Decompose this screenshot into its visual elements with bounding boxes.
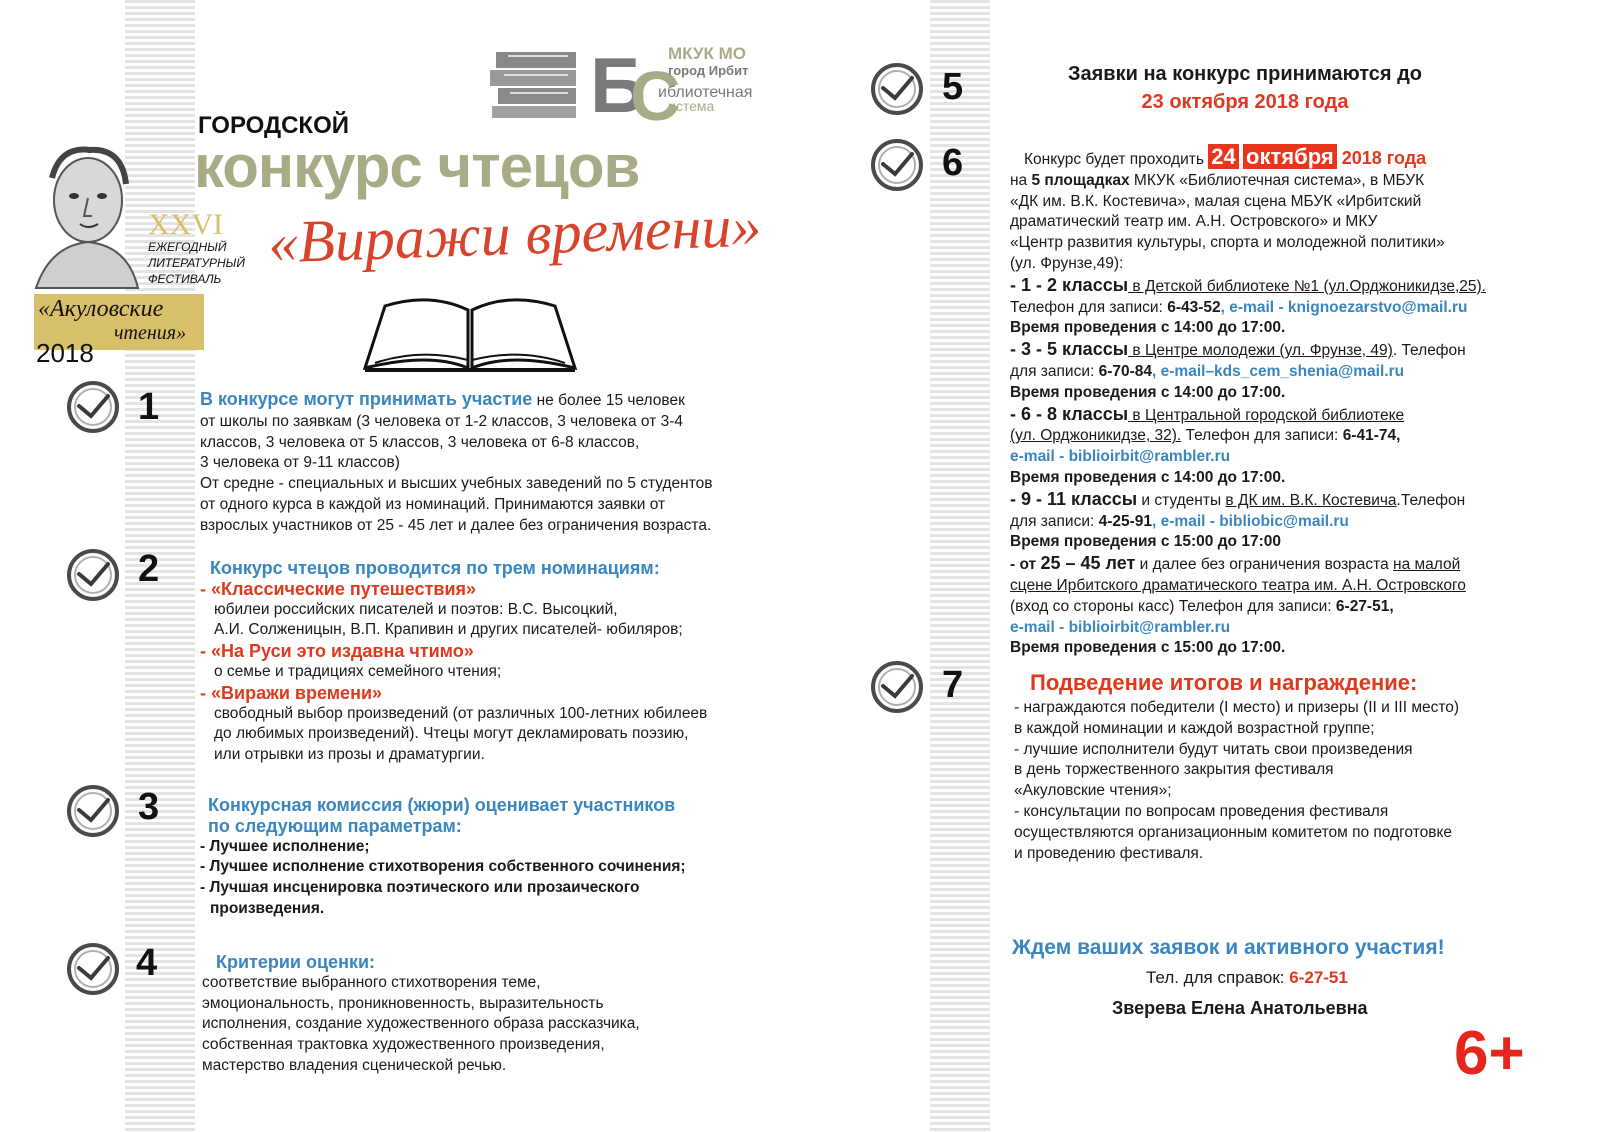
group-3-email: e-mail - biblioirbit@rambler.ru	[1010, 448, 1231, 466]
group-3-contact	[1010, 426, 1486, 447]
section-7-line: и проведению фестиваля.	[1014, 844, 1204, 862]
venue-line: «ДК им. В.К. Костевича», малая сцена МБУК «Ирбитский	[1010, 192, 1422, 210]
group-2-time: Время проведения с 14:00 до 17:00.	[1010, 383, 1286, 401]
group-1-email: , e-mail - knignoezarstvo@mail.ru	[1220, 298, 1468, 316]
venue-line	[1010, 171, 1486, 192]
section-7-title: Подведение итогов и награждение:	[1030, 670, 1418, 695]
event-year: 2018 года	[1336, 148, 1427, 168]
section-1-line: классов, 3 человека от 5 классов, 3 человека от 6-8 классов,	[200, 433, 640, 451]
group-1-venue: в Детской библиотеке №1 (ул.Орджоникидзе,25).	[1128, 277, 1486, 295]
logo-org-system-1: иблиотечная	[658, 84, 753, 101]
group-4-classes: - 9 - 11 классы	[1010, 488, 1138, 509]
phone-label: (вход со стороны касс) Телефон для записи:	[1010, 597, 1336, 615]
nomination-3-line: свободный выбор произведений (от различных 100-летних юбилеев	[214, 704, 708, 722]
nomination-2-line: о семье и традициях семейного чтения;	[214, 662, 502, 680]
venue-text: на	[1010, 171, 1032, 189]
venue-line: драматический театр им. А.Н. Островского» и МКУ	[1010, 213, 1378, 231]
venue-count: 5 площадках	[1031, 171, 1130, 189]
group-4-phone: 4-25-91	[1098, 512, 1153, 530]
clock-icon	[870, 62, 924, 116]
group-2-phone: 6-70-84	[1098, 362, 1153, 380]
section-number-1: 1	[138, 386, 160, 428]
library-logo-books-icon	[490, 42, 600, 120]
svg-text:С: С	[630, 57, 681, 135]
criteria-param: - Лучшая инсценировка поэтического или прозаического	[200, 879, 640, 897]
group-2-classes: - 3 - 5 классы	[1010, 339, 1129, 360]
section-1-line: От средне - специальных и высших учебных заведений по 5 студентов	[200, 475, 713, 493]
akulov-line-2: чтения»	[114, 322, 187, 344]
section-2-title: Конкурс чтецов проводится по трем номинациям:	[210, 558, 660, 578]
nomination-1-title: «Классические путешествия»	[211, 578, 477, 599]
event-day: 24	[1208, 144, 1238, 169]
criteria-param: - Лучшее исполнение стихотворения собственного сочинения;	[200, 858, 686, 876]
group-1-place	[1010, 275, 1486, 298]
criteria-param: произведения.	[210, 899, 325, 917]
clock-icon	[870, 660, 924, 714]
footer-phone	[1146, 968, 1348, 988]
svg-text:Б: Б	[590, 41, 647, 129]
group-4-email: , e-mail - bibliobic@mail.ru	[1152, 512, 1349, 530]
logo-org-city: город Ирбит	[668, 63, 749, 78]
festival-roman-numeral: XXVI	[148, 208, 223, 241]
nomination-3-line: или отрывки из прозы и драматургии.	[214, 746, 485, 764]
group-4-contact	[1010, 512, 1486, 533]
phone-label: для записи:	[1010, 362, 1099, 380]
section-3-body	[200, 795, 686, 920]
group-3-classes: - 6 - 8 классы	[1010, 403, 1129, 424]
section-4-title: Критерии оценки:	[216, 952, 376, 972]
nomination-3-title: «Виражи времени»	[211, 682, 383, 703]
author-portrait	[30, 138, 140, 288]
section-number-3: 3	[138, 786, 160, 828]
group-5-text: - от	[1010, 556, 1041, 574]
section-1-lead-tail: не более 15 человек	[532, 392, 685, 409]
clock-icon	[870, 138, 924, 192]
nomination-3	[200, 683, 707, 704]
phone-label: Телефон для записи:	[1181, 427, 1343, 445]
festival-line-3: ФЕСТИВАЛЬ	[148, 272, 222, 286]
venue-text: МКУК «Библиотечная система», в МБУК	[1129, 171, 1425, 189]
footer-invite: Ждем ваших заявок и активного участия!	[1012, 936, 1445, 959]
section-number-6: 6	[942, 142, 964, 184]
group-3-venue: (ул. Орджоникидзе, 32).	[1010, 427, 1182, 445]
clock-icon	[66, 942, 120, 996]
group-3-place	[1010, 404, 1486, 427]
nomination-2	[200, 641, 707, 662]
section-7-line: - лучшие исполнители будут читать свои произведения	[1014, 740, 1413, 758]
clock-icon	[66, 380, 120, 434]
section-7-line: - консультации по вопросам проведения фестиваля	[1014, 802, 1389, 820]
group-2-venue: в Центре молодежи (ул. Фрунзе, 49)	[1128, 342, 1393, 360]
section-4-body	[202, 952, 640, 1077]
library-logo-bs-icon	[590, 40, 681, 135]
group-5-phone: 6-27-51,	[1335, 597, 1394, 615]
group-1-time: Время проведения с 14:00 до 17:00.	[1010, 319, 1286, 337]
nomination-1	[200, 579, 707, 600]
group-5-venue: сцене Ирбитского драматического театра им. А.Н. Островского	[1010, 576, 1466, 594]
group-4-place	[1010, 489, 1486, 512]
section-1-line: от одного курса в каждой из номинаций. Принимаются заявки от	[200, 495, 666, 513]
group-5-email: e-mail - biblioirbit@rambler.ru	[1010, 618, 1231, 636]
section-4-line: соответствие выбранного стихотворения теме,	[202, 973, 541, 991]
criteria-param: - Лучшее исполнение;	[200, 837, 370, 855]
group-3-phone: 6-41-74,	[1342, 427, 1401, 445]
venue-line: (ул. Фрунзе,49):	[1010, 254, 1124, 272]
section-3-title: по следующим параметрам:	[208, 815, 462, 836]
group-5-time: Время проведения с 15:00 до 17:00.	[1010, 639, 1286, 657]
section-7-line: в каждой номинации и каждой возрастной группе;	[1014, 719, 1375, 737]
group-5-venue: на малой	[1393, 556, 1461, 574]
nomination-1-line: юбилеи российских писателей и поэтов: В.С. Высоцкий,	[214, 600, 618, 618]
section-number-2: 2	[138, 548, 160, 590]
header-gorodskoy: ГОРОДСКОЙ	[198, 112, 349, 139]
group-2-place	[1010, 339, 1486, 362]
section-7-line: осуществляются организационным комитетом по подготовке	[1014, 823, 1453, 841]
section-1-line: взрослых участников от 25 - 45 лет и далее без ограничения возраста.	[200, 516, 712, 534]
section-5-body	[1030, 60, 1460, 116]
logo-org-system-2: истема	[668, 98, 715, 114]
section-1-title: В конкурсе могут принимать участие	[200, 389, 533, 409]
venue-intro	[1024, 144, 1486, 171]
festival-year: 2018	[36, 338, 94, 368]
venue-line: «Центр развития культуры, спорта и молодежной политики»	[1010, 234, 1445, 252]
section-number-7: 7	[942, 664, 964, 706]
contest-subtitle: «Виражи времени»	[266, 192, 763, 276]
phone-label: .Телефон	[1396, 491, 1466, 509]
open-book-icon	[360, 288, 580, 374]
phone-label: для записи:	[1010, 512, 1099, 530]
section-7-line: «Акуловские чтения»;	[1014, 782, 1172, 800]
festival-line-2: ЛИТЕРАТУРНЫЙ	[148, 256, 245, 270]
section-1-line: от школы по заявкам (3 человека от 1-2 классов, 3 человека от 3-4	[200, 412, 683, 430]
event-month: октября	[1243, 144, 1337, 169]
group-1-classes: - 1 - 2 классы	[1010, 274, 1129, 295]
footer-phone-number: 6-27-51	[1289, 968, 1348, 987]
venue-intro-text: Конкурс будет проходить	[1024, 151, 1209, 168]
deadline-label: Заявки на конкурс принимаются до	[1067, 63, 1423, 85]
section-3-title: Конкурсная комиссия (жюри) оценивает участников	[208, 795, 676, 815]
section-1-lead	[200, 389, 712, 412]
page-title: конкурс чтецов	[194, 133, 640, 200]
festival-line-1: ЕЖЕГОДНЫЙ	[148, 240, 227, 254]
section-number-4: 4	[136, 942, 158, 984]
section-1-line: 3 человека от 9-11 классов)	[200, 454, 400, 472]
dash: -	[200, 682, 211, 703]
group-3-venue: в Центральной городской библиотеке	[1128, 406, 1405, 424]
section-7-line: - награждаются победители (I место) и призеры (II и III место)	[1014, 699, 1460, 716]
group-5-place	[1010, 553, 1486, 576]
deadline-date: 23 октября 2018 года	[1141, 91, 1349, 113]
group-4-text: и студенты	[1137, 491, 1226, 509]
section-4-line: исполнения, создание художественного образа рассказчика,	[202, 1015, 640, 1033]
footer-phone-label: Тел. для справок:	[1146, 968, 1290, 987]
group-2-email: , e-mail–kds_cem_shenia@mail.ru	[1152, 362, 1405, 380]
section-7-line: в день торжественного закрытия фестиваля	[1014, 761, 1334, 779]
section-4-line: собственная трактовка художественного произведения,	[202, 1036, 605, 1054]
phone-label: Телефон для записи:	[1010, 298, 1168, 316]
dash: -	[200, 641, 211, 662]
logo-org-name: МКУК МО	[668, 44, 747, 63]
section-4-line: мастерство владения сценической речью.	[202, 1056, 507, 1074]
group-4-time: Время проведения с 15:00 до 17:00	[1010, 533, 1281, 551]
section-2-body	[200, 558, 707, 766]
section-number-5: 5	[942, 66, 964, 108]
akulov-line-1: «Акуловские	[38, 296, 164, 322]
nomination-1-line: А.И. Солженицын, В.П. Крапивин и других писателей- юбиляров;	[214, 621, 683, 639]
section-6-body	[1010, 144, 1486, 659]
group-1-contact	[1010, 298, 1486, 319]
nomination-3-line: до любимых произведений). Чтецы могут декламировать поэзию,	[214, 725, 689, 743]
nomination-2-title: «На Руси это издавна чтимо»	[211, 641, 474, 662]
dash: -	[200, 578, 211, 599]
group-4-venue: в ДК им. В.К. Костевича	[1225, 491, 1397, 509]
age-rating-badge: 6+	[1454, 1019, 1525, 1088]
group-5-text: и далее без ограничения возраста	[1135, 556, 1394, 574]
section-1-body	[200, 389, 712, 537]
group-2-contact	[1010, 362, 1486, 383]
group-5-contact	[1010, 597, 1486, 618]
clock-icon	[66, 548, 120, 602]
footer-contact-person: Зверева Елена Анатольевна	[1112, 998, 1368, 1018]
section-4-line: эмоциональность, проникновенность, выразительность	[202, 994, 604, 1012]
group-1-phone: 6-43-52	[1167, 298, 1221, 316]
phone-label: . Телефон	[1392, 342, 1466, 360]
group-5-age: 25 – 45 лет	[1040, 553, 1136, 574]
group-3-time: Время проведения с 14:00 до 17:00.	[1010, 468, 1286, 486]
section-7-body	[1014, 668, 1459, 864]
clock-icon	[66, 784, 120, 838]
